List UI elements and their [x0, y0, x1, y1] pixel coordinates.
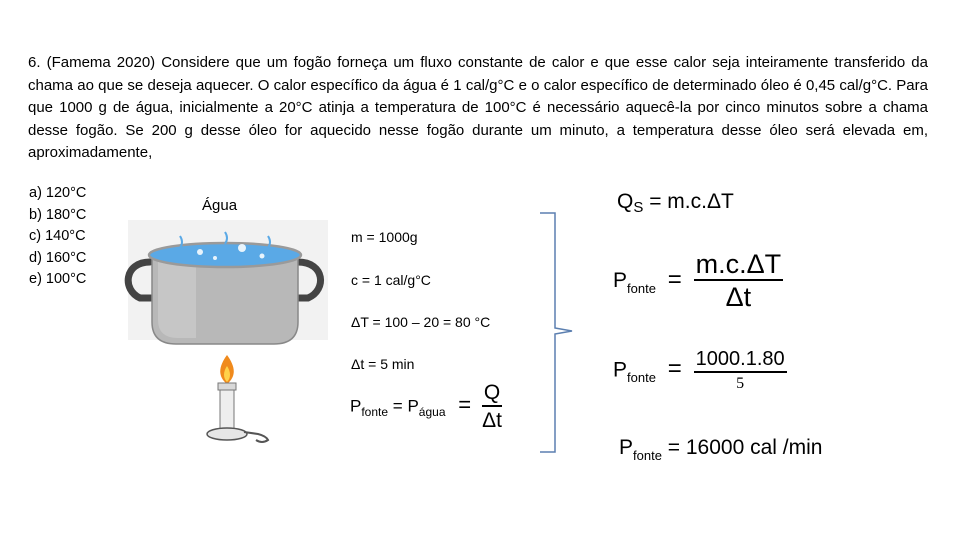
power-subscript: fonte	[361, 404, 389, 419]
water-surface	[149, 243, 301, 267]
power-subscript: fonte	[627, 370, 656, 386]
bubble	[238, 244, 246, 252]
option-c: c) 140°C	[29, 228, 86, 244]
option-d: d) 160°C	[29, 249, 87, 266]
burner-base	[207, 428, 247, 440]
power-result-value: = 16000 cal /min	[667, 436, 823, 459]
heat-subscript: S	[633, 199, 644, 216]
formula-power-substituted	[613, 349, 787, 393]
pot-highlight	[158, 262, 196, 338]
power-symbol: P	[407, 396, 419, 416]
equals-sign: =	[458, 391, 472, 417]
power-subscript: fonte	[627, 281, 656, 297]
equals-sign: =	[667, 355, 682, 383]
bubble	[260, 254, 265, 259]
fraction-numerator: Q	[482, 382, 502, 407]
given-mass: m = 1000g	[351, 229, 418, 245]
power-symbol: P	[613, 269, 628, 293]
fraction-denominator: Δt	[725, 282, 752, 313]
power-symbol: P	[613, 358, 628, 382]
water-label: Água	[202, 197, 238, 214]
option-b: b) 180°C	[29, 206, 87, 223]
formula-power-result	[619, 436, 823, 463]
bubble	[197, 249, 203, 255]
given-delta-time: Δt = 5 min	[351, 356, 415, 372]
pot-illustration	[128, 220, 328, 344]
formula-heat	[617, 190, 734, 214]
gas-hose	[244, 432, 268, 442]
fraction-numerator: 1000.1.80	[694, 349, 787, 373]
power-subscript: fonte	[633, 448, 662, 463]
fraction-denominator: Δt	[482, 409, 502, 433]
fraction	[482, 382, 502, 432]
fraction	[694, 349, 787, 393]
equals-sign: =	[667, 266, 682, 294]
fraction	[694, 250, 784, 313]
power-symbol: P	[619, 436, 634, 459]
option-a: a) 120°C	[29, 185, 87, 201]
power-subscript: água	[418, 404, 446, 419]
equals-sign: =	[392, 396, 403, 416]
formula-power-general	[613, 250, 783, 313]
option-e: e) 100°C	[29, 271, 87, 287]
fraction-numerator: m.c.ΔT	[694, 250, 784, 281]
power-symbol: P	[350, 396, 362, 416]
fraction-denominator: 5	[736, 375, 745, 392]
heat-expression: = m.c.ΔT	[649, 190, 734, 213]
question-text: 6. (Famema 2020) Considere que um fogão forneça um fluxo constante de calor e que esse calor seja inteiramente transferido da chama ao que se deseja aquecer. O calor específico da água é 1 cal/g°C e o calor específico de determinado óleo é 0,45 cal/g°C. Para que 1000 g de água, inicialmente a 20°C atinja a temperatura de 100°C é necessário aquecê-la por cinco minutos sobre a chama desse fogão. Se 200 g desse óleo for aquecido nesse fogão durante um minuto, a temperatura desse óleo será elevada em, aproximadamente,	[28, 54, 928, 161]
bubble	[213, 256, 217, 260]
power-relation	[350, 382, 502, 432]
right-brace	[540, 213, 572, 452]
burner-illustration	[207, 355, 268, 442]
given-delta-temperature: ΔT = 100 – 20 = 80 °C	[351, 314, 491, 330]
heat-symbol: Q	[617, 190, 634, 213]
given-specific-heat: c = 1 cal/g°C	[351, 272, 431, 288]
burner-top	[218, 383, 236, 390]
burner-tube	[220, 390, 234, 430]
